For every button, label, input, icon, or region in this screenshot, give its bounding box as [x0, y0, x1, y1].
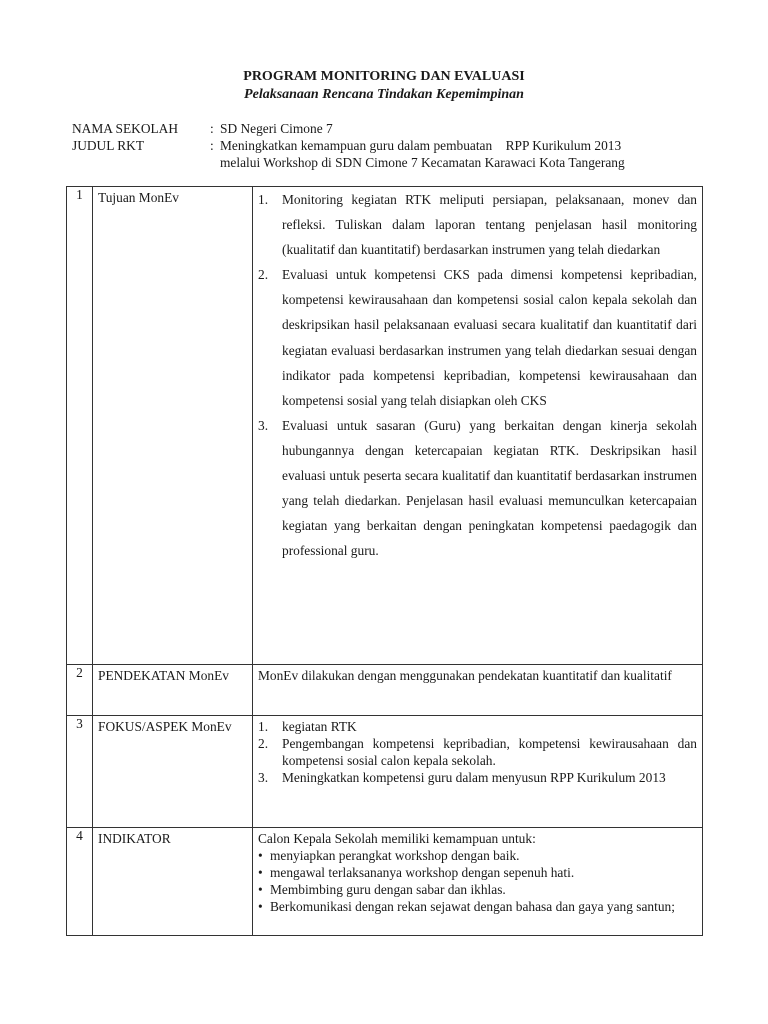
row-number: 4	[67, 828, 93, 936]
list-number: 3.	[258, 770, 269, 785]
list-text: Membimbing guru dengan sabar dan ikhlas.	[270, 882, 506, 897]
indikator-list	[258, 847, 697, 915]
list-text: Evaluasi untuk sasaran (Guru) yang berkaitan dengan kinerja sekolah hubungannya dengan ketercapaian kegiatan RTK. Deskripsikan hasil evaluasi untuk peserta secara kualitatif dan kuantitatif berdasarkan instrumen yang telah diedarkan. Penjelasan hasil evaluasi memunculkan ketercapaian kegiatan yang berkaitan dengan peningkatan kompetensi paedagogik dan professional guru.	[282, 417, 697, 559]
list-item	[258, 187, 697, 262]
row-label: PENDEKATAN MonEv	[93, 665, 253, 716]
list-text: Monitoring kegiatan RTK meliputi persiapan, pelaksanaan, monev dan refleksi. Tuliskan dalam laporan tentang penjelasan hasil monitoring (kualitatif dan kuantitatif) berdasarkan instrumen yang telah diedarkan	[282, 192, 697, 258]
list-text: Pengembangan kompetensi kepribadian, kompetensi kewirausahaan dan kompetensi sosial calon kepala sekolah.	[282, 736, 697, 768]
row-content: MonEv dilakukan dengan menggunakan pendekatan kuantitatif dan kualitatif	[253, 665, 703, 716]
monev-table	[66, 186, 703, 936]
tujuan-list	[258, 187, 697, 563]
list-text: kegiatan RTK	[282, 719, 357, 734]
document-title: PROGRAM MONITORING DAN EVALUASI	[243, 69, 525, 84]
list-item	[258, 769, 697, 786]
indikator-intro: Calon Kepala Sekolah memiliki kemampuan untuk:	[258, 831, 536, 846]
list-text: mengawal terlaksananya workshop dengan sepenuh hati.	[270, 865, 575, 880]
list-number: 2.	[258, 267, 269, 283]
row-label: INDIKATOR	[93, 828, 253, 936]
rkt-line	[72, 137, 712, 171]
bullet-icon: •	[258, 899, 263, 914]
table-row	[67, 828, 703, 936]
rkt-value-line-2: melalui Workshop di SDN Cimone 7 Kecamatan Karawaci Kota Tangerang	[220, 155, 625, 170]
bullet-icon: •	[258, 848, 263, 863]
row-content	[253, 187, 703, 665]
list-item	[258, 735, 697, 769]
list-item	[258, 864, 697, 881]
row-number: 1	[67, 187, 93, 665]
bullet-icon: •	[258, 882, 263, 897]
list-item	[258, 413, 697, 564]
list-text: Evaluasi untuk kompetensi CKS pada dimensi kompetensi kepribadian, kompetensi kewirausahaan dan kompetensi sosial calon kepala sekolah dan deskripsikan hasil pelaksanaan evaluasi secara kualitatif dan kuantitatif dari kegiatan evaluasi berdasarkan instrumen yang telah diedarkan sesuai dengan indikator pada kompetensi kepribadian, kompetensi kewirausahaan dan kompetensi sosial yang telah disiapkan oleh CKS	[282, 267, 697, 408]
row-content	[253, 716, 703, 828]
list-text: menyiapkan perangkat workshop dengan baik.	[270, 848, 520, 863]
row-number: 2	[67, 665, 93, 716]
list-number: 1.	[258, 719, 269, 734]
rkt-separator: :	[210, 138, 214, 153]
list-item	[258, 262, 697, 413]
document-subtitle: Pelaksanaan Rencana Tindakan Kepemimpinan	[244, 87, 524, 102]
list-item	[258, 718, 697, 735]
rkt-label: JUDUL RKT	[72, 138, 145, 153]
rkt-value-line-1: Meningkatkan kemampuan guru dalam pembuatan RPP Kurikulum 2013	[220, 138, 622, 153]
table-row	[67, 187, 703, 665]
row-label: FOKUS/ASPEK MonEv	[93, 716, 253, 828]
school-label: NAMA SEKOLAH	[72, 121, 179, 136]
row-number: 3	[67, 716, 93, 828]
fokus-list	[258, 718, 697, 786]
list-text: Berkomunikasi dengan rekan sejawat dengan bahasa dan gaya yang santun;	[270, 899, 675, 914]
list-number: 1.	[258, 192, 269, 207]
list-number: 3.	[258, 417, 269, 433]
table-row	[67, 665, 703, 716]
row-content	[253, 828, 703, 936]
list-item	[258, 898, 697, 915]
list-text: Meningkatkan kompetensi guru dalam menyusun RPP Kurikulum 2013	[282, 770, 666, 785]
school-value: SD Negeri Cimone 7	[220, 121, 333, 136]
school-line	[72, 120, 712, 137]
school-separator: :	[210, 121, 214, 136]
list-item	[258, 847, 697, 864]
table-row	[67, 716, 703, 828]
bullet-icon: •	[258, 865, 263, 880]
list-number: 2.	[258, 736, 269, 751]
row-label: Tujuan MonEv	[93, 187, 253, 665]
list-item	[258, 881, 697, 898]
